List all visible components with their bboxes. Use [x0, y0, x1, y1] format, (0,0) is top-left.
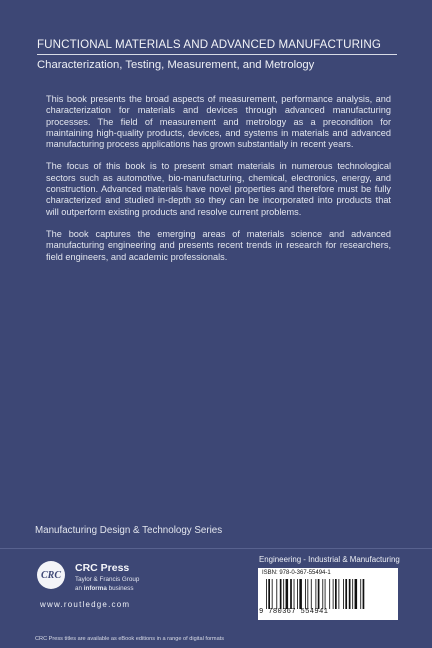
publisher-block — [34, 557, 234, 627]
book-title: FUNCTIONAL MATERIALS AND ADVANCED MANUFACTURING — [37, 38, 397, 55]
publisher-url[interactable]: www.routledge.com — [40, 600, 131, 609]
isbn-label: ISBN: 978-0-367-55494-1 — [262, 570, 331, 576]
description-paragraph: The book captures the emerging areas of materials science and advanced manufacturing engineering and presents recent trends in research for researchers, field engineers, and academic professionals. — [46, 228, 391, 262]
description-paragraph: This book presents the broad aspects of measurement, performance analysis, and characterization for materials and devices through advanced manufacturing processes. The field of measurement and metrology as a precondition for maintaining high-quality products, devices, and systems in materials and advanced manufacturing process applications has grown substantially in recent years. — [46, 94, 391, 150]
ebook-note: CRC Press titles are available as eBook editions in a range of digital formats — [35, 636, 225, 642]
barcode — [258, 568, 398, 620]
barcode-bars — [266, 579, 394, 609]
series-name: Manufacturing Design & Technology Series — [35, 525, 223, 536]
subject-category: Engineering - Industrial & Manufacturing — [259, 555, 400, 564]
publisher-name: CRC Press — [75, 562, 130, 574]
crc-logo-text: CRC — [40, 569, 61, 581]
description — [46, 94, 391, 274]
crc-logo — [37, 561, 65, 589]
book-subtitle: Characterization, Testing, Measurement, and Metrology — [37, 59, 315, 71]
description-paragraph: The focus of this book is to present smart materials in numerous technological sectors such as automotive, bio-manufacturing, chemical, electronics, energy, and construction. Advanced materials have novel properties and therefore must be fully characterized and studied in-depth so they can be incorporated into products that will outperform existing products and resolve current problems. — [46, 161, 391, 217]
publisher-parent: an informa business — [75, 585, 134, 592]
publisher-group: Taylor & Francis Group — [75, 576, 140, 583]
divider — [0, 548, 432, 549]
isbn-digits: 9 780367 554941 — [259, 608, 329, 616]
title-block — [37, 38, 397, 71]
informa-brand: informa — [83, 585, 107, 592]
